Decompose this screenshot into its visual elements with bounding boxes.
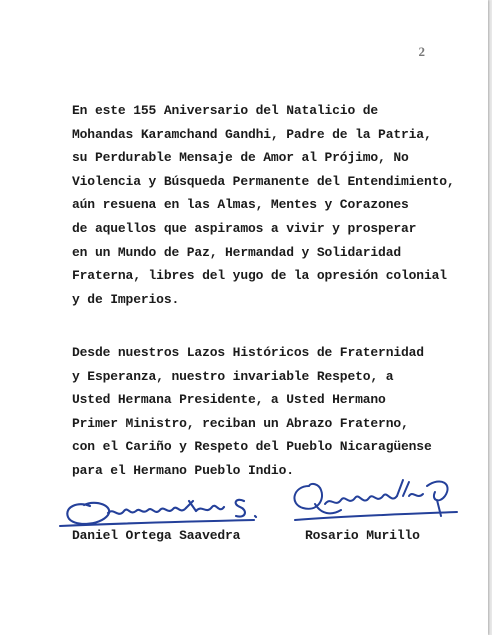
paragraph-line: para el Hermano Pueblo Indio. [72, 462, 294, 478]
paragraph-2 [72, 341, 432, 483]
paragraph-line: Violencia y Búsqueda Permanente del Entendimiento, [72, 173, 455, 189]
paragraph-line: aún resuena en las Almas, Mentes y Corazones [72, 197, 409, 213]
paragraph-line: Usted Hermana Presidente, a Usted Hermano [72, 392, 386, 408]
paragraph-line: y Esperanza, nuestro invariable Respeto, a [72, 368, 394, 384]
paragraph-line: Fraterna, libres del yugo de la opresión colonial [72, 268, 447, 284]
paragraph-line: En este 155 Aniversario del Natalicio de [72, 103, 379, 118]
paragraph-line: de aquellos que aspiramos a vivir y prosperar [72, 220, 417, 236]
page-number: 2 [418, 44, 425, 59]
paragraph-line: con el Cariño y Respeto del Pueblo Nicaragüense [72, 439, 432, 455]
signatory-name-right: Rosario Murillo [305, 528, 420, 543]
paragraph-line: su Perdurable Mensaje de Amor al Prójimo, No [72, 150, 409, 166]
paragraph-line: en un Mundo de Paz, Hermandad y Solidaridad [72, 244, 402, 260]
paragraph-1 [72, 99, 455, 311]
paragraph-line: Mohandas Karamchand Gandhi, Padre de la Patria, [72, 126, 432, 142]
signatory-name-left: Daniel Ortega Saavedra [72, 528, 241, 543]
paragraph-line: Desde nuestros Lazos Históricos de Fraternidad [72, 345, 424, 360]
signature-daniel-ortega [56, 489, 266, 533]
signature-rosario-murillo [285, 474, 465, 536]
paragraph-line: Primer Ministro, reciban un Abrazo Fraterno, [72, 415, 409, 431]
paragraph-line: y de Imperios. [72, 291, 180, 307]
